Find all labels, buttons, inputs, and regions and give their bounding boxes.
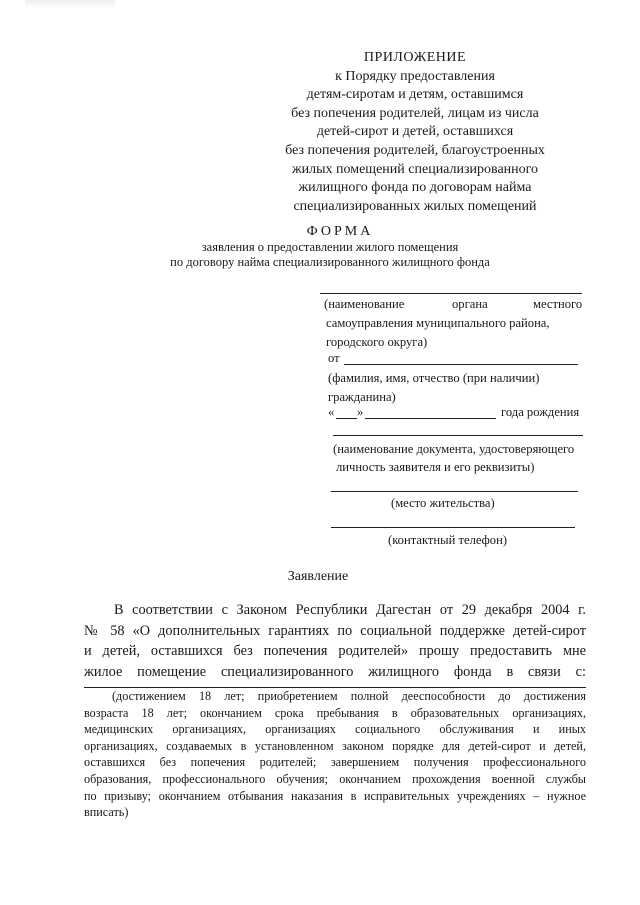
- form-subtitle: [100, 240, 560, 270]
- residence-label: (место жительства): [391, 496, 495, 510]
- statement-line: и детей, оставшихся без попечения родителей» прошу предоставить мне: [84, 643, 586, 659]
- statement-line: жилое помещение специализированного жилищного фонда в связи с:: [84, 663, 586, 680]
- reason-footnote: [84, 688, 586, 821]
- fio-label-2: гражданина): [328, 390, 396, 404]
- fio-label-1: (фамилия, имя, отчество (при наличии): [328, 371, 540, 385]
- residence-line[interactable]: [331, 491, 578, 492]
- document-label-1: (наименование документа, удостоверяющего: [333, 442, 575, 456]
- from-label: от: [328, 351, 340, 365]
- appendix-title: ПРИЛОЖЕНИЕ: [363, 50, 467, 65]
- footnote-line: организациях, создаваемых в установленном законом порядке для детей-сирот и детей,: [84, 738, 586, 753]
- day-open: «: [328, 405, 335, 419]
- appendix-line: детям-сиротам и детям, оставшимся: [306, 87, 524, 103]
- from-line[interactable]: [344, 364, 578, 365]
- organ-label-c: местного: [533, 297, 583, 311]
- birth-year-label: года рождения: [501, 405, 580, 419]
- footnote-line: образования, профессионального обучения; окончанием прохождения военной службы: [84, 771, 586, 786]
- document-label-2: личность заявителя и его реквизиты): [336, 460, 535, 474]
- organ-label-2: самоуправления муниципального района,: [326, 316, 550, 330]
- phone-label: (контактный телефон): [388, 533, 508, 547]
- appendix-header: [270, 49, 560, 216]
- footnote-line: оставшихся без попечения родителей; завершением получения профессионального: [84, 755, 586, 770]
- appendix-line: без попечения родителей, благоустроенных: [285, 142, 545, 158]
- day-line[interactable]: [336, 418, 357, 419]
- footnote-line: возраста 18 лет; окончанием срока пребывания в образовательных организациях,: [84, 705, 586, 720]
- appendix-line: жилищного фонда по договорам найма: [298, 180, 532, 196]
- statement-line: № 58 «О дополнительных гарантиях по социальной поддержке детей-сирот: [84, 622, 586, 639]
- appendix-line: специализированных жилых помещений: [293, 198, 537, 214]
- form-subtitle-line-2: по договору найма специализированного жилищного фонда: [170, 255, 490, 269]
- appendix-line: к Порядку предоставления: [335, 68, 495, 84]
- appendix-line: жилых помещений специализированного: [291, 161, 539, 177]
- statement-body: [84, 600, 586, 682]
- birth-date-line[interactable]: [365, 418, 496, 419]
- organ-label-a: (наименование: [324, 297, 405, 311]
- appendix-line: детей-сирот и детей, оставшихся: [316, 124, 514, 140]
- footnote-line: медицинских организациях, организациях социального обслуживания и иных: [84, 722, 586, 737]
- organ-line[interactable]: [320, 293, 582, 294]
- footnote-line: (достижением 18 лет; приобретением полной дееспособности до достижения: [112, 689, 586, 703]
- footnote-line: вписать): [84, 805, 129, 820]
- organ-label-b: органа: [452, 297, 488, 311]
- document-line[interactable]: [333, 435, 583, 436]
- appendix-line: без попечения родителей, лицам из числа: [291, 105, 539, 121]
- day-close: »: [357, 405, 364, 419]
- phone-line[interactable]: [331, 527, 575, 528]
- scan-artifact: [25, 0, 115, 8]
- statement-line: В соответствии с Законом Республики Дагестан от 29 декабря 2004 г.: [114, 602, 586, 618]
- form-title: ФОРМА: [306, 224, 374, 239]
- organ-label-3: городского округа): [326, 335, 428, 349]
- form-subtitle-line-1: заявления о предоставлении жилого помещения: [201, 240, 459, 254]
- footnote-line: по призыву; окончанием отбывания наказания в исправительных учреждениях – нужное: [84, 788, 586, 803]
- statement-title: Заявление: [287, 569, 349, 584]
